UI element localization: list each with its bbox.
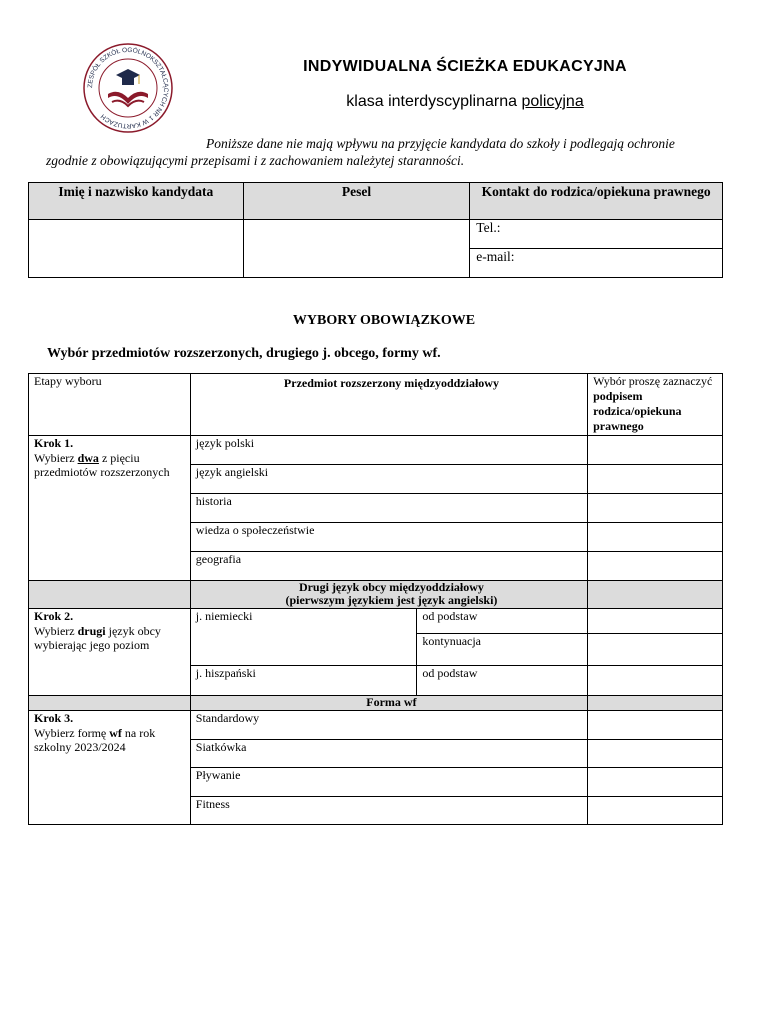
step-3-desc-pre: Wybierz formę bbox=[34, 726, 110, 740]
level-option: kontynuacja bbox=[417, 634, 588, 666]
step-1-desc-pre: Wybierz bbox=[34, 451, 78, 465]
subject-option: historia bbox=[190, 494, 587, 523]
header-signature bbox=[588, 374, 723, 436]
signature-box[interactable] bbox=[588, 436, 723, 465]
pe-option: Fitness bbox=[190, 797, 587, 825]
subject-option: geografia bbox=[190, 552, 587, 581]
choice-table bbox=[28, 373, 723, 825]
step-2-cell bbox=[29, 609, 191, 696]
subject-option: język polski bbox=[190, 436, 587, 465]
header-candidate-name: Imię i nazwisko kandydata bbox=[29, 183, 244, 220]
signature-box[interactable] bbox=[588, 523, 723, 552]
language-option: j. hiszpański bbox=[190, 666, 417, 696]
signature-box[interactable] bbox=[588, 711, 723, 740]
header-stages: Etapy wyboru bbox=[29, 374, 191, 436]
tel-field[interactable]: Tel.: bbox=[470, 220, 723, 249]
step-2-desc bbox=[34, 624, 190, 652]
step-3-desc-post: na rok szkolny 2023/2024 bbox=[34, 726, 156, 754]
step-1-desc bbox=[34, 451, 190, 479]
step-2-desc-pre: Wybierz bbox=[34, 624, 78, 638]
step-2-title: Krok 2. bbox=[34, 609, 74, 623]
pe-header-spacer bbox=[588, 696, 723, 711]
step-3-title: Krok 3. bbox=[34, 711, 74, 725]
signature-box[interactable] bbox=[588, 768, 723, 797]
section-subtitle: Wybór przedmiotów rozszerzonych, drugiego j. obcego, formy wf. bbox=[47, 346, 441, 361]
pesel-field[interactable] bbox=[243, 220, 470, 278]
step-1-cell bbox=[29, 436, 191, 581]
subject-option: język angielski bbox=[190, 465, 587, 494]
lang-header-line-1: Drugi język obcy międzyoddziałowy bbox=[298, 580, 484, 594]
lang-header-spacer bbox=[588, 581, 723, 609]
candidate-table bbox=[28, 182, 723, 278]
signature-box[interactable] bbox=[588, 634, 723, 666]
pe-header: Forma wf bbox=[190, 696, 587, 711]
pe-option: Pływanie bbox=[190, 768, 587, 797]
level-option: od podstaw bbox=[417, 666, 588, 696]
logo-ring-text: ZESPÓŁ SZKÓŁ OGÓLNOKSZTAŁCĄCYCH NR 1 W KARTUZACH bbox=[86, 46, 170, 130]
signature-box[interactable] bbox=[588, 609, 723, 634]
notice-line-1: Poniższe dane nie mają wpływu na przyjęcie kandydata do szkoły i podlegają ochronie bbox=[206, 136, 675, 151]
signature-box[interactable] bbox=[588, 666, 723, 696]
subtitle-class-name: policyjna bbox=[521, 93, 584, 110]
privacy-notice bbox=[46, 135, 726, 169]
pe-option: Siatkówka bbox=[190, 740, 587, 768]
notice-line-2: zgodnie z obowiązującymi przepisami i z zachowaniem należytej staranności. bbox=[46, 153, 465, 168]
signature-box[interactable] bbox=[588, 494, 723, 523]
step-3-cell bbox=[29, 711, 191, 825]
header-subject: Przedmiot rozszerzony międzyoddziałowy bbox=[190, 374, 587, 436]
page-title: INDYWIDUALNA ŚCIEŻKA EDUKACYJNA bbox=[303, 58, 627, 75]
section-title: WYBORY OBOWIĄZKOWE bbox=[292, 313, 476, 328]
pe-option: Standardowy bbox=[190, 711, 587, 740]
signature-instruction: Wybór proszę zaznaczyć bbox=[593, 374, 713, 388]
candidate-name-field[interactable] bbox=[29, 220, 244, 278]
page-subtitle bbox=[200, 93, 730, 111]
step-2-desc-bold: drugi bbox=[77, 624, 106, 638]
lang-header bbox=[190, 581, 587, 609]
step-1-desc-bold: dwa bbox=[77, 451, 99, 465]
level-option: od podstaw bbox=[417, 609, 588, 634]
lang-header-spacer bbox=[29, 581, 191, 609]
signature-box[interactable] bbox=[588, 552, 723, 581]
step-2-desc-post: język obcy wybierając jego poziom bbox=[34, 624, 161, 652]
signature-instruction-bold: podpisem rodzica/opiekuna prawnego bbox=[593, 389, 682, 433]
signature-box[interactable] bbox=[588, 740, 723, 768]
header-contact: Kontakt do rodzica/opiekuna prawnego bbox=[470, 183, 723, 220]
header-pesel: Pesel bbox=[243, 183, 470, 220]
signature-box[interactable] bbox=[588, 797, 723, 825]
lang-header-line-2: (pierwszym językiem jest język angielski) bbox=[285, 593, 498, 607]
language-option: j. niemiecki bbox=[190, 609, 417, 666]
step-1-desc-post: z pięciu przedmiotów rozszerzonych bbox=[34, 451, 170, 479]
pe-header-spacer bbox=[29, 696, 191, 711]
step-3-desc-bold: wf bbox=[109, 726, 122, 740]
subtitle-prefix: klasa interdyscyplinarna bbox=[346, 93, 522, 110]
email-field[interactable]: e-mail: bbox=[470, 249, 723, 278]
step-3-desc bbox=[34, 726, 190, 754]
step-1-title: Krok 1. bbox=[34, 436, 74, 450]
subject-option: wiedza o społeczeństwie bbox=[190, 523, 587, 552]
signature-box[interactable] bbox=[588, 465, 723, 494]
school-logo bbox=[82, 42, 174, 134]
